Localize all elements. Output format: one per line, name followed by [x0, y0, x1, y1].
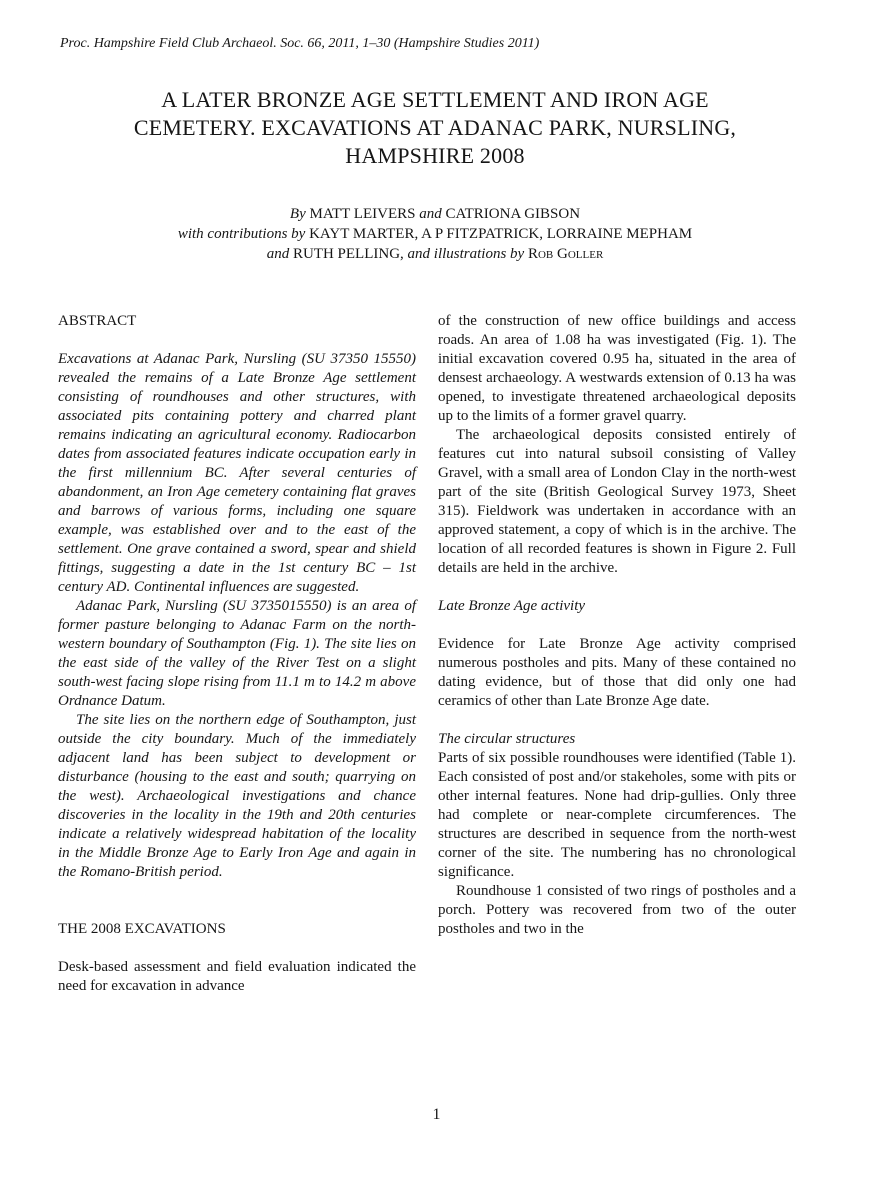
body-paragraph: of the construction of new office buildings and access roads. An area of 1.08 ha was investigated (Fig. 1). The initial excavation covered 0.95 ha, situated in the area of densest archaeology. A westwards extension of 0.13 ha was opened, to investigate threatened archaeological deposits up to the limits of a former gravel quarry.: [438, 313, 796, 424]
and-label: and: [266, 246, 290, 262]
abstract-paragraph: Excavations at Adanac Park, Nursling (SU 37350 15550) revealed the remains of a Late Bronze Age settlement consisting of roundhouses and other structures, with associated pits containing pottery and charred plant remains indicating an agricultural economy. Radiocarbon dates from associated features indicate occupation early in the first millennium BC. After several centuries of abandonment, an Iron Age cemetery containing flat graves and barrows of various forms, including one square example, was established over and to the east of the settlement. One grave contained a sword, spear and shield fittings, suggesting a date in the 1st century BC – 1st century AD. Continental influences are suggested.: [58, 351, 416, 595]
subsection-heading: Late Bronze Age activity: [438, 598, 586, 614]
running-head: Proc. Hampshire Field Club Archaeol. Soc. 66, 2011, 1–30 (Hampshire Studies 2011): [60, 36, 540, 51]
subsection-heading: The circular structures: [438, 731, 576, 747]
section-heading: THE 2008 EXCAVATIONS: [58, 921, 226, 937]
body-paragraph: Parts of six possible roundhouses were identified (Table 1). Each consisted of post and/or stakeholes, some with pits or other internal features. None had drip-gullies. Only three had complete or near-complete circumferences. The structures are described in sequence from the north-west corner of the site. The numbering has no chronological significance.: [438, 750, 796, 880]
body-paragraph: Roundhouse 1 consisted of two rings of postholes and a porch. Pottery was recovered from two of the outer postholes and two in the: [438, 883, 796, 937]
author-name: MATT LEIVERS: [309, 206, 416, 222]
body-paragraph: Desk-based assessment and field evaluation indicated the need for excavation in advance: [58, 959, 416, 994]
author-line-2: [60, 224, 810, 244]
illustrations-label: and illustrations by: [407, 246, 525, 262]
right-column: [438, 312, 796, 939]
body-paragraph: Evidence for Late Bronze Age activity comprised numerous postholes and pits. Many of these contained no dating evidence, but of those that did only one had ceramics of other than Late Bronze Age date.: [438, 636, 796, 709]
contributions-label: with contributions by: [177, 226, 306, 242]
title-line-1: A LATER BRONZE AGE SETTLEMENT AND IRON AGE: [161, 87, 709, 112]
left-column: [58, 312, 416, 996]
body-paragraph: The archaeological deposits consisted entirely of features cut into natural subsoil consisting of Valley Gravel, with a small area of London Clay in the north-west part of the site (British Geological Survey 1973, Sheet 315). Fieldwork was undertaken in accordance with an approved statement, a copy of which is in the archive. The location of all recorded features is shown in Figure 2. Full details are held in the archive.: [438, 427, 796, 576]
article-title: [60, 86, 810, 170]
abstract-paragraph: Adanac Park, Nursling (SU 3735015550) is an area of former pasture belonging to Adanac Farm on the north-western boundary of Southampton (Fig. 1). The site lies on the east side of the valley of the River Test on a slight south-west facing slope rising from 11.1 m to 14.2 m above Ordnance Datum.: [58, 598, 416, 709]
and-label: and: [419, 206, 442, 222]
title-line-2: CEMETERY. EXCAVATIONS AT ADANAC PARK, NURSLING,: [133, 115, 737, 140]
contributor-names: KAYT MARTER, A P FITZPATRICK, LORRAINE MEPHAM: [309, 226, 693, 242]
abstract-heading: ABSTRACT: [58, 313, 137, 329]
author-block: [60, 204, 810, 264]
author-line-1: [60, 204, 810, 224]
by-label: By: [289, 206, 306, 222]
author-name: CATRIONA GIBSON: [445, 206, 581, 222]
contributor-name: RUTH PELLING,: [292, 246, 404, 262]
page-number: 1: [432, 1106, 441, 1123]
author-line-3: [60, 244, 810, 264]
illustrator-name: Rob Goller: [527, 246, 604, 262]
abstract-paragraph: The site lies on the northern edge of Southampton, just outside the city boundary. Much of the immediately adjacent land has been subject to development or disturbance (housing to the east and south; quarrying on the west). Archaeological investigations and chance discoveries in the locality in the 19th and 20th centuries indicate a relatively widespread habitation of the locality in the Middle Bronze Age to Early Iron Age and again in the Romano-British period.: [58, 712, 416, 880]
title-line-3: HAMPSHIRE 2008: [345, 143, 525, 168]
